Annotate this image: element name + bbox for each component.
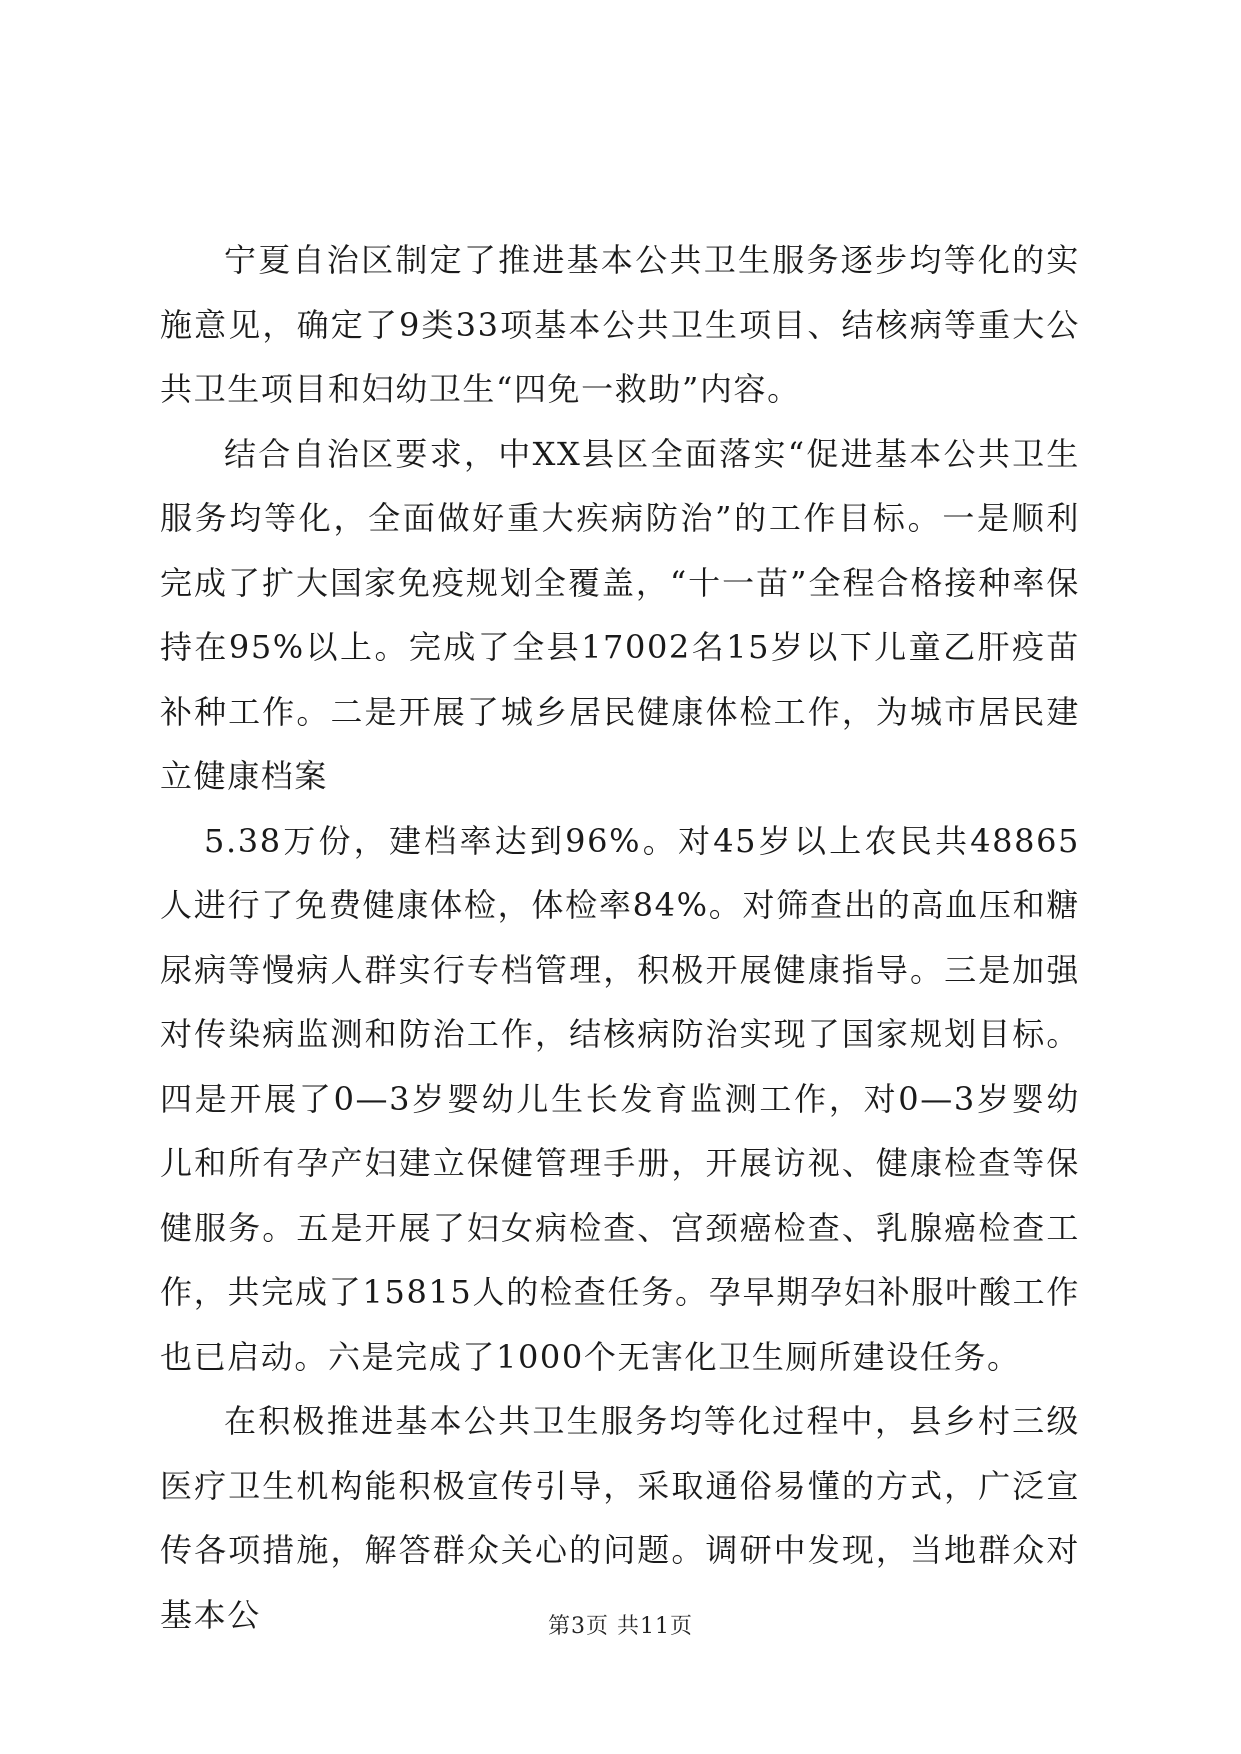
page-number-footer: 第3页 共11页 [548, 1614, 693, 1639]
paragraph-4: 在积极推进基本公共卫生服务均等化过程中，县乡村三级医疗卫生机构能积极宣传引导，采取通俗易懂的方式，广泛宣传各项措施，解答群众关心的问题。调研中发现，当地群众对基本公 [160, 1402, 1080, 1634]
paragraph-1: 宁夏自治区制定了推进基本公共卫生服务逐步均等化的实施意见，确定了9类33项基本公共卫生项目、结核病等重大公共卫生项目和妇幼卫生“四免一救助”内容。 [160, 241, 1080, 408]
paragraph-3: 5.38万份，建档率达到96%。对45岁以上农民共48865人进行了免费健康体检，体检率84%。对筛查出的高血压和糖尿病等慢病人群实行专档管理，积极开展健康指导。三是加强对传染病监测和防治工作，结核病防治实现了国家规划目标。四是开展了0—3岁婴幼儿生长发育监测工作，对0—3岁婴幼儿和所有孕产妇建立保健管理手册，开展访视、健康检查等保健服务。五是开展了妇女病检查、宫颈癌检查、乳腺癌检查工作，共完成了15815人的检查任务。孕早期孕妇补服叶酸工作也已启动。六是完成了1000个无害化卫生厕所建设任务。 [160, 821, 1080, 1376]
paragraph-2: 结合自治区要求，中XX县区全面落实“促进基本公共卫生服务均等化，全面做好重大疾病防治”的工作目标。一是顺利完成了扩大国家免疫规划全覆盖，“十一苗”全程合格接种率保持在95%以上。完成了全县17002名15岁以下儿童乙肝疫苗补种工作。二是开展了城乡居民健康体检工作，为城市居民建立健康档案 [160, 434, 1080, 795]
document-body [160, 228, 1080, 1647]
